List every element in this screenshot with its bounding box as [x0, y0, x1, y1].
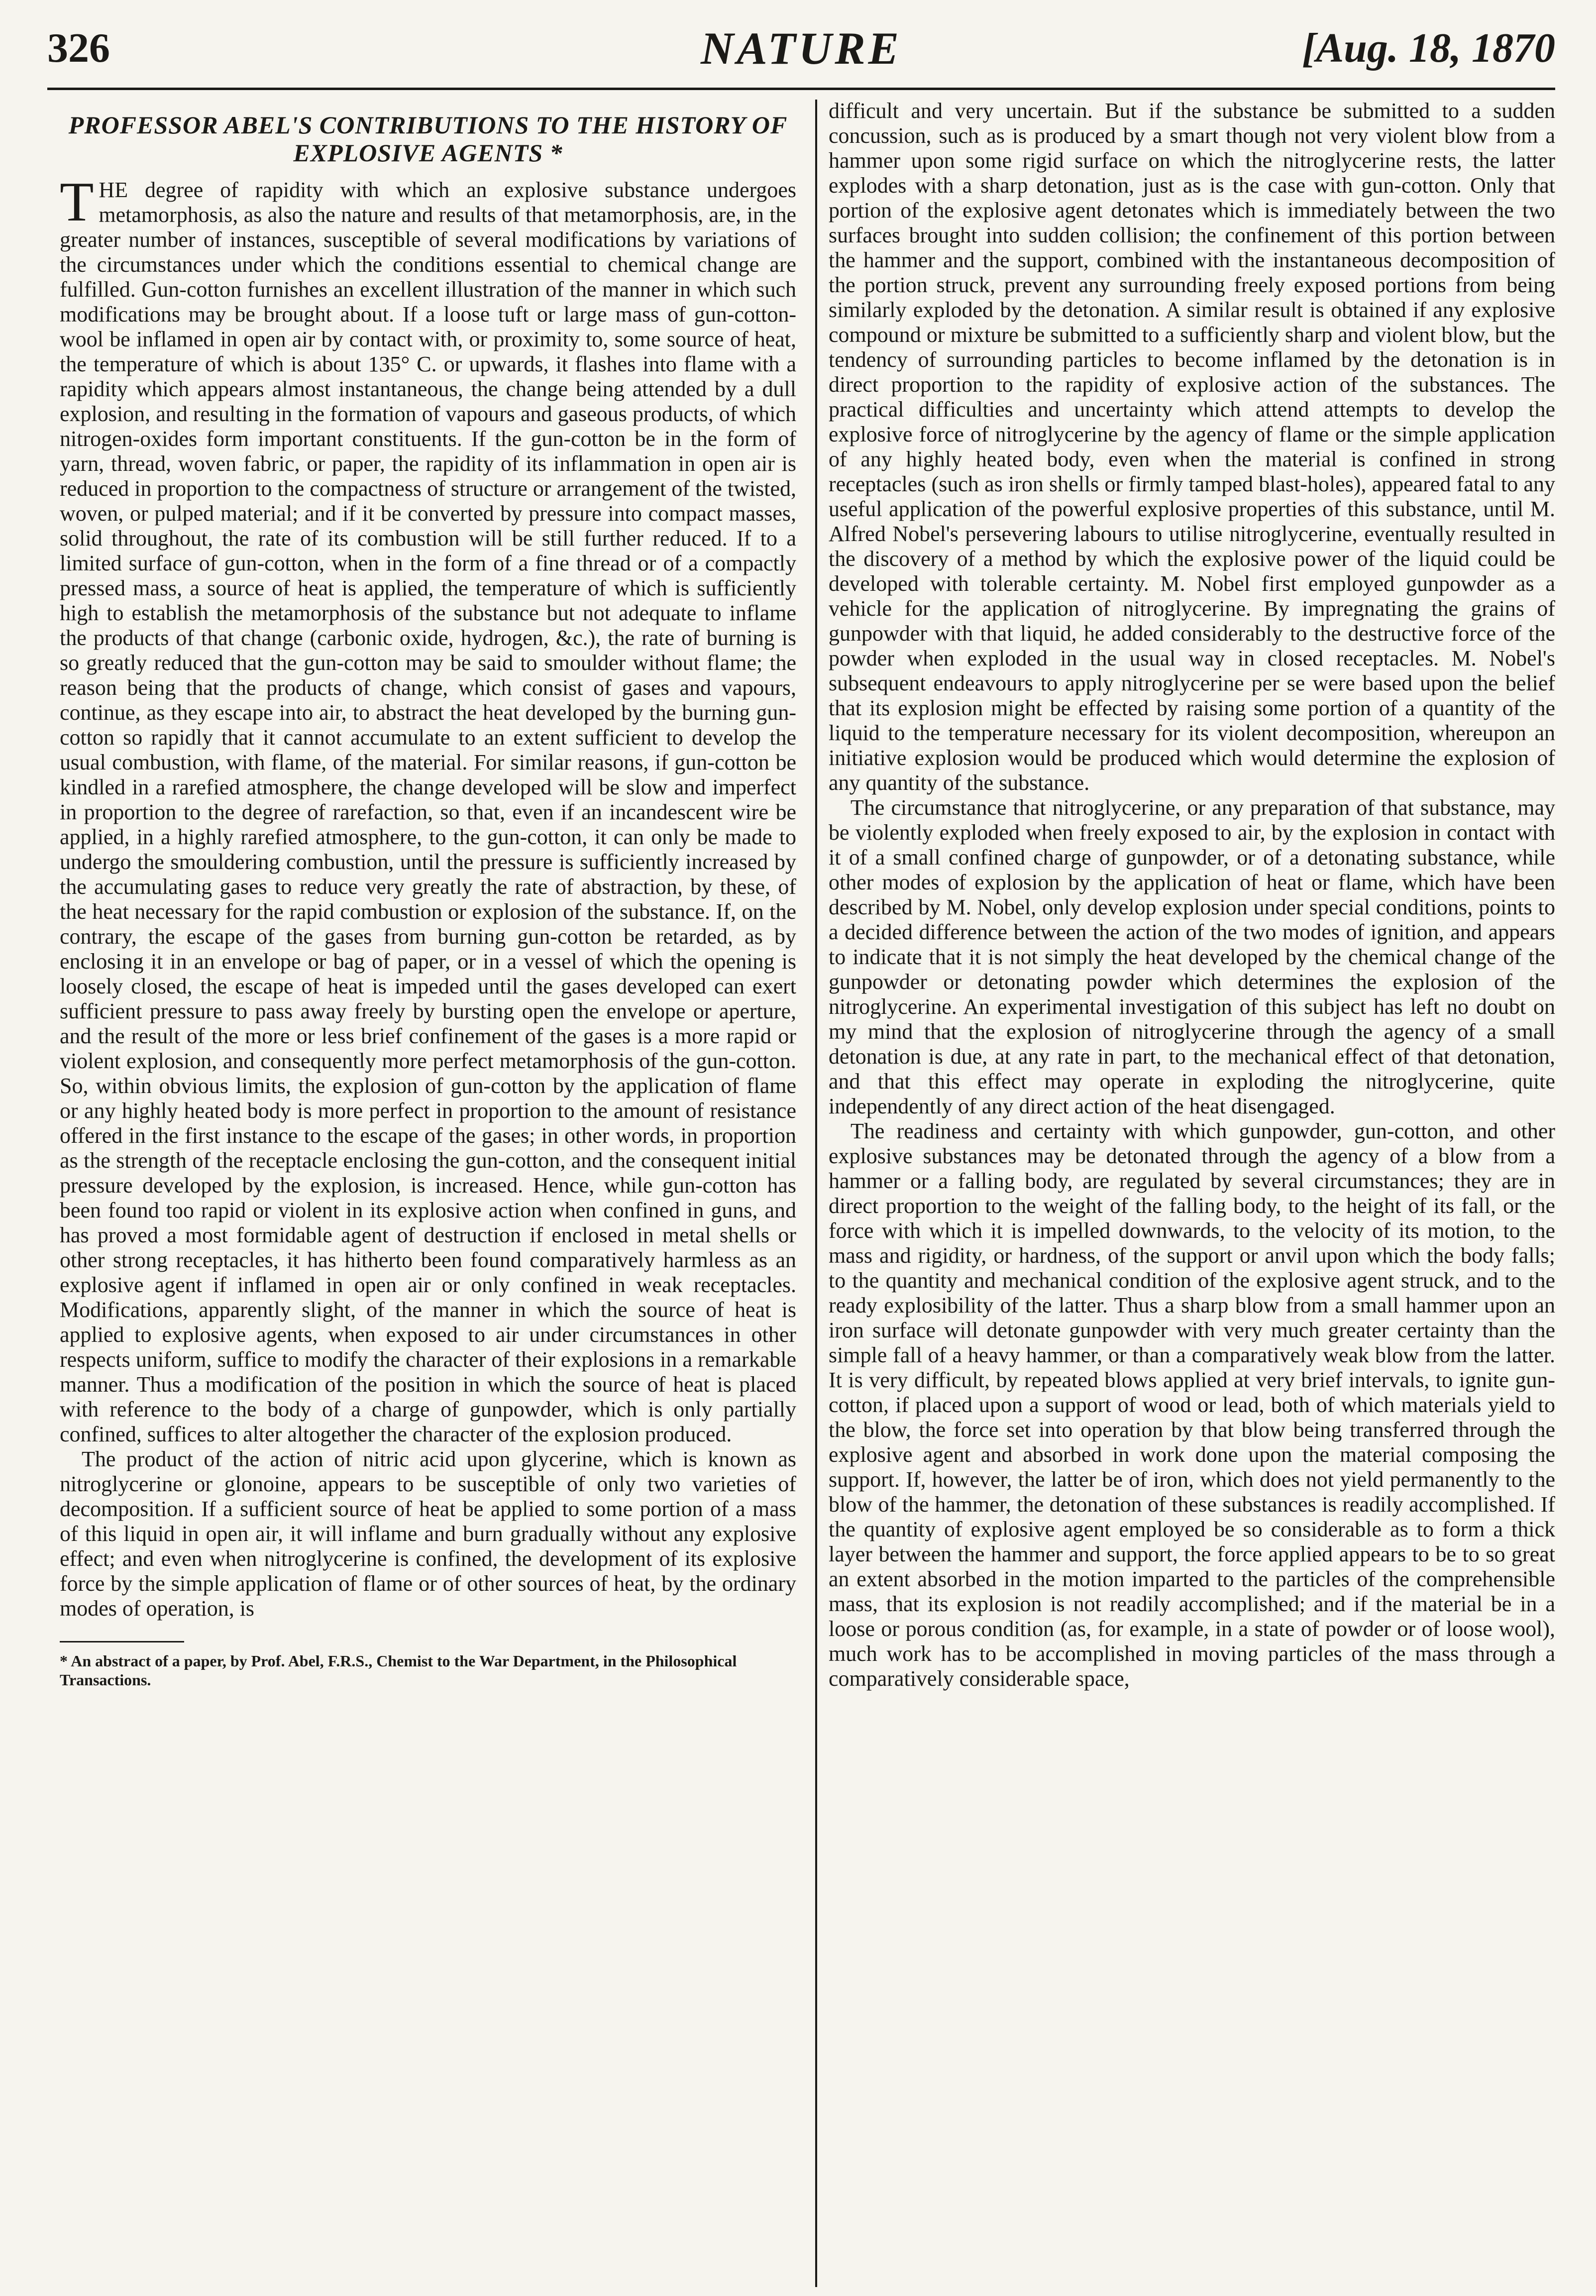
footnote: * An abstract of a paper, by Prof. Abel, F.R.S., Chemist to the War Department, in the Philosophical Transactions.	[60, 1652, 737, 1689]
article-paragraph: The circumstance that nitroglycerine, or any preparation of that substance, may be violently exploded when freely exposed to air, by the explosion in contact with it of a small confined charge of gunpowder, or of a detonating substance, while other modes of explosion by the application of heat or flame, which have been described by M. Nobel, only develop explosion under special conditions, points to a decided difference between the action of the two modes of ignition, and appears to indicate that it is not simply the heat developed by the chemical change of the gunpowder or detonating powder which determines the explosion of the nitroglycerine. An experimental investigation of this subject has left no doubt on my mind that the explosion of nitroglycerine through the agency of a small detonation is due, at any rate in part, to the mechanical effect of that detonation, and that this effect may operate in exploding the nitroglycerine, quite independently of any direct action of the heat disengaged.	[829, 795, 1555, 1118]
article-title: PROFESSOR ABEL'S CONTRIBUTIONS TO THE HISTORY OF EXPLOSIVE AGENTS *	[68, 111, 788, 167]
article-paragraph: The product of the action of nitric acid upon glycerine, which is known as nitroglycerine or glonoine, appears to be susceptible of only two varieties of decomposition. If a sufficient source of heat be applied to some portion of a mass of this liquid in open air, it will inflame and burn gradually without any explosive effect; and even when nitroglycerine is confined, the development of its explosive force by the simple application of flame or of other sources of heat, by the ordinary modes of operation, is	[60, 1447, 796, 1621]
article-paragraph: difficult and very uncertain. But if the substance be submitted to a sudden concussion, such as is produced by a smart though not very violent blow from a hammer upon some rigid surface on which the nitroglycerine rests, the latter explodes with a sharp detonation, just as is the case with gun-cotton. Only that portion of the explosive agent detonates which is immediately between the two surfaces brought into sudden collision; the confinement of this portion between the hammer and the support, combined with the instantaneous decomposition of the portion struck, prevent any surrounding freely exposed portions from being similarly exploded by the detonation. A similar result is obtained if any explosive compound or mixture be submitted to a sufficiently sharp and violent blow, but the tendency of surrounding particles to become inflamed by the detonation is in direct proportion to the rapidity of explosive action of the substances. The practical difficulties and uncertainty which attend attempts to develop the explosive force of nitroglycerine by the agency of flame or the simple application of any highly heated body, even when the material is confined in strong receptacles (such as iron shells or firmly tamped blast-holes), appeared fatal to any useful application of the powerful explosive properties of this substance, until M. Alfred Nobel's persevering labours to utilise nitroglycerine, eventually resulted in the discovery of a method by which the explosive power of the liquid could be developed with tolerable certainty. M. Nobel first employed gunpowder as a vehicle for the application of nitroglycerine. By impregnating the grains of gunpowder with that liquid, he added considerably to the destructive force of the powder when exploded in the usual way in closed receptacles. M. Nobel's subsequent endeavours to apply nitroglycerine per se were based upon the belief that its explosion might be effected by raising some portion of a quantity of the liquid to the temperature necessary for its violent decomposition, whereupon an initiative explosion would be produced which would determine the explosion of any quantity of the substance.	[829, 99, 1555, 795]
article-paragraph: The readiness and certainty with which gunpowder, gun-cotton, and other explosive substances may be detonated through the agency of a blow from a hammer or a falling body, are regulated by several circumstances; they are in direct proportion to the weight of the falling body, to the height of its fall, or the force with which it is impelled downwards, to the velocity of its motion, to the mass and rigidity, or hardness, of the support or anvil upon which the body falls; to the quantity and mechanical condition of the explosive agent struck, and to the ready explosibility of the latter. Thus a sharp blow from a small hammer upon an iron surface will detonate gunpowder with very much greater certainty than the simple fall of a heavy hammer, or than a comparatively weak blow from the latter. It is very difficult, by repeated blows applied at very brief intervals, to ignite gun-cotton, if placed upon a support of wood or lead, both of which materials yield to the blow, the force set into operation by that blow being transferred through the explosive agent and absorbed in work done upon the material composing the support. If, however, the latter be of iron, which does not yield permanently to the blow of the hammer, the detonation of these substances is readily accomplished. If the quantity of explosive agent employed be so considerable as to form a thick layer between the hammer and support, the force applied appears to be to so great an extent absorbed in the motion imparted to the particles of the comprehensible mass, that its explosion is not readily accomplished; and if the material be in a loose or porous condition (as, for example, in a state of powder or of loose wool), much work has to be accomplished in moving particles of the mass through a comparatively considerable space,	[829, 1119, 1555, 1691]
page-number: 326	[47, 25, 110, 71]
issue-date: [Aug. 18, 1870	[1302, 25, 1555, 71]
footnote-rule	[60, 1641, 184, 1642]
page-header	[47, 24, 1555, 79]
right-column	[829, 99, 1555, 1691]
paragraph-text: HE degree of rapidity with which an explosive substance undergoes metamorphosis, as also the nature and results of that metamorphosis, are, in the greater number of instances, susceptible of several modifications by variations of the circumstances under which the conditions essential to chemical change are fulfilled. Gun-cotton furnishes an excellent illustration of the manner in which such modifications may be brought about. If a loose tuft or large mass of gun-cotton-wool be inflamed in open air by contact with, or proximity to, some source of heat, the temperature of which is about 135° C. or upwards, it flashes into flame with a rapidity which appears almost instantaneous, the change being attended by a dull explosion, and resulting in the formation of vapours and gaseous products, of which nitrogen-oxides form important constituents. If the gun-cotton be in the form of yarn, thread, woven fabric, or paper, the rapidity of its inflammation in open air is reduced in proportion to the compactness of structure or arrangement of the twisted, woven, or pulped material; and if it be converted by pressure into compact masses, solid throughout, the rate of its combustion will be still further reduced. If to a limited surface of gun-cotton, when in the form of a fine thread or of a compactly pressed mass, a source of heat is applied, the temperature of which is sufficiently high to establish the metamorphosis of the substance but not adequate to inflame the products of that change (carbonic oxide, hydrogen, &c.), the rate of burning is so greatly reduced that the gun-cotton may be said to smoulder without flame; the reason being that the products of change, which consist of gases and vapours, continue, as they escape into air, to abstract the heat developed by the burning gun-cotton so rapidly that it cannot accumulate to an extent sufficient to develop the usual combustion, with flame, of the material. For similar reasons, if gun-cotton be kindled in a rarefied atmosphere, the change developed will be slow and imperfect in proportion to the degree of rarefaction, so that, even if an incandescent wire be applied, in a highly rarefied atmosphere, to the gun-cotton, it can only be made to undergo the smouldering combustion, until the pressure is sufficiently increased by the accumulating gases to reduce very greatly the rate of abstraction, by these, of the heat necessary for the rapid combustion or explosion of the substance. If, on the contrary, the escape of the gases from burning gun-cotton be retarded, as by enclosing it in an envelope or bag of paper, or in a vessel of which the opening is loosely closed, the escape of heat is impeded until the gases developed can exert sufficient pressure to pass away freely by bursting open the envelope or aperture, and the result of the more or less brief confinement of the gases is a more rapid or violent explosion, and consequently more perfect metamorphosis of the gun-cotton. So, within obvious limits, the explosion of gun-cotton by the application of flame or any highly heated body is more perfect in proportion to the amount of resistance offered in the first instance to the escape of the gases; in other words, in proportion as the strength of the receptacle enclosing the gun-cotton, and the consequent initial pressure developed by the explosion, is increased. Hence, while gun-cotton has been found too rapid or violent in its explosive action when confined in guns, and has proved a most formidable agent of destruction if enclosed in metal shells or other strong receptacles, it has hitherto been found comparatively harmless as an explosive agent if inflamed in open air or only confined in weak receptacles. Modifications, apparently slight, of the manner in which the source of heat is applied to explosive agents, when exposed to air under circumstances in other respects uniform, suffice to modify the character of their explosions in a remarkable manner. Thus a modification of the position in which the source of heat is placed with reference to the body of a charge of gunpowder, which is only partially confined, suffices to alter altogether the character of the explosion produced.	[60, 178, 796, 1446]
header-rule	[47, 88, 1555, 90]
column-divider	[815, 100, 817, 2287]
journal-title: NATURE	[700, 23, 902, 74]
article-paragraph	[60, 171, 796, 1447]
left-column	[60, 107, 796, 1689]
drop-cap: T	[60, 171, 94, 233]
